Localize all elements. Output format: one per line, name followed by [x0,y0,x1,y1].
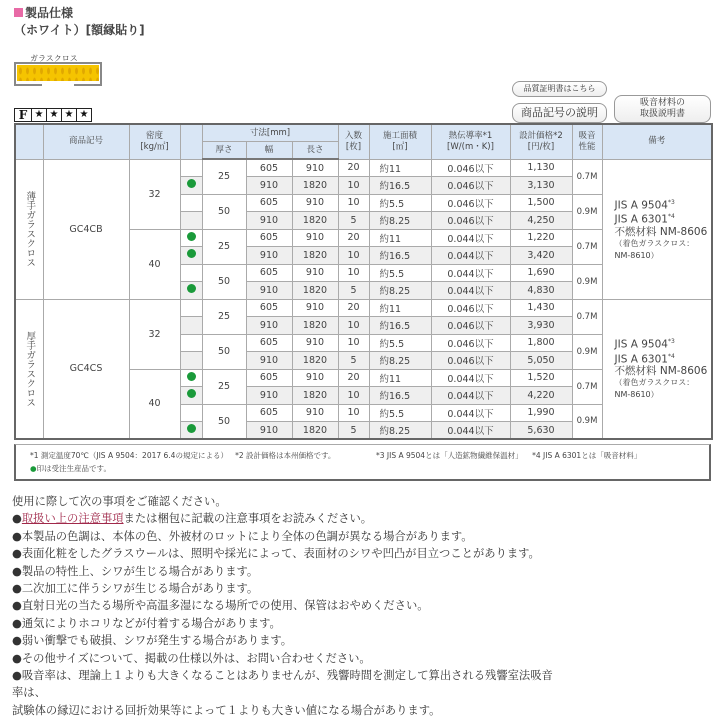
width-value: 910 [246,387,292,405]
price-value: 5,630 [510,422,572,440]
length-value: 1820 [292,387,338,405]
quantity-value: 10 [338,247,369,265]
header-order-mark [180,124,202,159]
notes-item: ●弱い衝撃でも破損、シワが発生する場合があります。 [12,634,293,648]
acoustic-value: 0.9M [572,334,602,369]
acoustic-material-manual-button[interactable]: 吸音材料の 取扱説明書 [614,95,711,123]
price-value: 4,250 [510,212,572,230]
pink-square-icon [14,8,23,17]
header-conductivity: 熱伝導率*1 [W/(m・K)] [431,124,510,159]
density-value: 32 [129,159,180,229]
quantity-value: 10 [338,334,369,352]
made-to-order-dot-icon [187,232,196,241]
conductivity-value: 0.044以下 [431,264,510,282]
length-value: 1820 [292,422,338,440]
length-value: 910 [292,264,338,282]
star-icon: ★ [46,109,61,121]
green-dot-icon: ● [30,464,37,473]
star-icon: ★ [61,109,76,121]
notes-item: ●吸音率は、理論上１よりも大きくなることはありませんが、残響時間を測定して算出される残響室法吸音 [12,669,553,683]
quantity-value: 5 [338,212,369,230]
quantity-value: 10 [338,264,369,282]
conductivity-value: 0.046以下 [431,334,510,352]
conductivity-value: 0.044以下 [431,282,510,300]
width-value: 910 [246,212,292,230]
conductivity-value: 0.046以下 [431,352,510,370]
length-value: 910 [292,334,338,352]
acoustic-value: 0.9M [572,194,602,229]
price-value: 5,050 [510,352,572,370]
product-code: GC4CB [43,159,129,299]
length-value: 1820 [292,212,338,230]
header-code: 商品記号 [43,124,129,159]
price-value: 1,500 [510,194,572,212]
width-value: 910 [246,247,292,265]
area-value: 約11 [369,229,431,247]
price-value: 1,130 [510,159,572,177]
made-to-order-dot-icon [187,284,196,293]
header-area: 施工面積 [㎡] [369,124,431,159]
handling-precautions-link[interactable]: 取扱い上の注意事項 [21,512,124,526]
made-to-order-dot-icon [187,389,196,398]
price-value: 3,420 [510,247,572,265]
made-to-order-dot-icon [187,372,196,381]
order-mark-cell [180,212,202,230]
conductivity-value: 0.044以下 [431,247,510,265]
width-value: 605 [246,299,292,317]
price-value: 4,830 [510,282,572,300]
acoustic-value: 0.9M [572,404,602,439]
spec-table [14,123,713,440]
conductivity-value: 0.046以下 [431,317,510,335]
quantity-value: 10 [338,317,369,335]
table-footnotes [14,444,711,481]
thickness-value: 50 [202,334,246,369]
price-value: 4,220 [510,387,572,405]
area-value: 約11 [369,299,431,317]
thickness-value: 25 [202,299,246,334]
length-value: 1820 [292,317,338,335]
acoustic-value: 0.7M [572,299,602,334]
notes-item: ●二次加工に伴うシワが生じる場合があります。 [12,582,259,596]
notes-item: 率は、 [12,686,46,700]
area-value: 約16.5 [369,247,431,265]
length-value: 1820 [292,247,338,265]
width-value: 605 [246,159,292,177]
made-to-order-dot-icon [187,424,196,433]
footnote-1: *1 測定温度70℃（JIS A 9504：2017 6.4の規定による） [30,451,228,460]
remarks-cell: JIS A 9504$^{*3}$ JIS A 6301$^{*4}$ 不燃材料 NM-8606 （着色ガラスクロス： NM-8610） [602,159,712,299]
price-value: 1,800 [510,334,572,352]
order-mark-cell [180,229,202,247]
length-value: 910 [292,369,338,387]
area-value: 約16.5 [369,387,431,405]
notes-item: ●表面化粧をしたグラスウールは、照明や採光によって、表面材のシワや凹凸が目立つことがあります。 [12,547,540,561]
notes-intro: 使用に際して次の事項をご確認ください。 [12,495,227,508]
order-mark-cell [180,159,202,177]
width-value: 910 [246,317,292,335]
conductivity-value: 0.046以下 [431,159,510,177]
length-value: 1820 [292,282,338,300]
table-row [15,299,712,317]
area-value: 約8.25 [369,352,431,370]
product-code: GC4CS [43,299,129,439]
section-title: 製品仕様 [14,4,73,21]
header-dimensions: 寸法[mm] [202,124,338,142]
glass-cloth-label: ガラスクロス [30,54,78,63]
order-mark-cell [180,422,202,440]
made-to-order-dot-icon [187,179,196,188]
notes-item: ●本製品の色調は、本体の色、外被材のロットにより全体の色調が異なる場合があります。 [12,529,473,543]
order-mark-cell [180,282,202,300]
conductivity-value: 0.044以下 [431,422,510,440]
conductivity-value: 0.044以下 [431,229,510,247]
area-value: 約16.5 [369,317,431,335]
header-density: 密度 [kg/㎡] [129,124,180,159]
notes-item: ●取扱い上の注意事項または梱包に記載の注意事項をお読みください。 [12,512,373,526]
header-acoustic: 吸音 性能 [572,124,602,159]
table-row [15,159,712,177]
area-value: 約5.5 [369,404,431,422]
area-value: 約5.5 [369,264,431,282]
product-code-explanation-button[interactable]: 商品記号の説明 [512,103,607,123]
thickness-value: 25 [202,159,246,194]
density-value: 32 [129,299,180,369]
order-mark-cell [180,317,202,335]
width-value: 910 [246,352,292,370]
order-mark-cell [180,299,202,317]
price-value: 3,930 [510,317,572,335]
acoustic-value: 0.7M [572,159,602,194]
thickness-value: 25 [202,369,246,404]
notes-item: 試験体の縁辺における回折効果等によって１よりも大きい値になる場合があります。 [12,703,441,717]
area-value: 約8.25 [369,282,431,300]
made-to-order-dot-icon [187,249,196,258]
quantity-value: 10 [338,177,369,195]
notes-item: ●製品の特性上、シワが生じる場合があります。 [12,564,259,578]
quantity-value: 20 [338,369,369,387]
product-type: 厚手ガラスクロス [15,299,43,439]
density-value: 40 [129,369,180,439]
header-quantity: 入数 [枚] [338,124,369,159]
notes-item: ●その他サイズについて、掲載の仕様以外は、お問い合わせください。 [12,651,371,665]
star-icon: ★ [76,109,91,121]
order-mark-cell [180,194,202,212]
acoustic-value: 0.7M [572,369,602,404]
order-mark-cell [180,247,202,265]
f-rating: F [15,109,31,121]
price-value: 1,220 [510,229,572,247]
footnote-4: *4 JIS A 6301とは「吸音材料」 [532,451,642,460]
usage-notes [12,493,553,719]
header-thickness: 厚さ [202,142,246,160]
quantity-value: 10 [338,194,369,212]
quantity-value: 20 [338,299,369,317]
order-mark-cell [180,369,202,387]
footnote-3: *3 JIS A 9504とは「人造鉱物繊維保温材」 [376,451,523,460]
header-length: 長さ [292,142,338,160]
order-mark-cell [180,264,202,282]
acoustic-value: 0.7M [572,229,602,264]
area-value: 約11 [369,369,431,387]
width-value: 910 [246,282,292,300]
area-value: 約11 [369,159,431,177]
length-value: 910 [292,229,338,247]
conductivity-value: 0.044以下 [431,369,510,387]
header-price: 設計価格*2 [円/枚] [510,124,572,159]
conductivity-value: 0.044以下 [431,387,510,405]
width-value: 605 [246,404,292,422]
conductivity-value: 0.046以下 [431,299,510,317]
notes-item: ●通気によりホコリなどが付着する場合があります。 [12,616,281,630]
thickness-value: 50 [202,194,246,229]
area-value: 約16.5 [369,177,431,195]
made-to-order-note: 印は受注生産品です。 [36,464,111,473]
thickness-value: 25 [202,229,246,264]
price-value: 1,430 [510,299,572,317]
length-value: 910 [292,194,338,212]
area-value: 約5.5 [369,334,431,352]
length-value: 1820 [292,352,338,370]
star-icon: ★ [31,109,46,121]
width-value: 605 [246,334,292,352]
order-mark-cell [180,404,202,422]
f-star-rating-badge [14,108,92,122]
quantity-value: 5 [338,422,369,440]
length-value: 1820 [292,177,338,195]
width-value: 605 [246,194,292,212]
quantity-value: 10 [338,404,369,422]
order-mark-cell [180,387,202,405]
price-value: 1,990 [510,404,572,422]
order-mark-cell [180,334,202,352]
glass-wool-illustration [17,65,99,81]
area-value: 約8.25 [369,212,431,230]
order-mark-cell [180,177,202,195]
length-value: 910 [292,404,338,422]
width-value: 605 [246,229,292,247]
length-value: 910 [292,159,338,177]
price-value: 1,690 [510,264,572,282]
density-value: 40 [129,229,180,299]
length-value: 910 [292,299,338,317]
thickness-value: 50 [202,264,246,299]
area-value: 約5.5 [369,194,431,212]
header-width: 幅 [246,142,292,160]
width-value: 910 [246,422,292,440]
footnote-2: *2 設計価格は本州価格です。 [235,451,336,460]
width-value: 605 [246,264,292,282]
quantity-value: 5 [338,352,369,370]
width-value: 605 [246,369,292,387]
thickness-value: 50 [202,404,246,439]
order-mark-cell [180,352,202,370]
product-subtitle: （ホワイト）[額縁貼り] [14,23,145,37]
quantity-value: 20 [338,159,369,177]
glass-cloth-diagram [14,62,102,86]
header-type [15,124,43,159]
conductivity-value: 0.046以下 [431,177,510,195]
quality-certificate-button[interactable]: 品質証明書はこちら [512,81,607,97]
quantity-value: 20 [338,229,369,247]
quantity-value: 10 [338,387,369,405]
product-type: 薄手ガラスクロス [15,159,43,299]
header-remarks: 備考 [602,124,712,159]
price-value: 1,520 [510,369,572,387]
conductivity-value: 0.044以下 [431,404,510,422]
area-value: 約8.25 [369,422,431,440]
price-value: 3,130 [510,177,572,195]
remarks-cell: JIS A 9504$^{*3}$ JIS A 6301$^{*4}$ 不燃材料 NM-8606 （着色ガラスクロス： NM-8610） [602,299,712,439]
acoustic-value: 0.9M [572,264,602,299]
notes-item: ●直射日光の当たる場所や高温多湿になる場所での使用、保管はおやめください。 [12,599,429,613]
conductivity-value: 0.046以下 [431,194,510,212]
conductivity-value: 0.046以下 [431,212,510,230]
width-value: 910 [246,177,292,195]
quantity-value: 5 [338,282,369,300]
